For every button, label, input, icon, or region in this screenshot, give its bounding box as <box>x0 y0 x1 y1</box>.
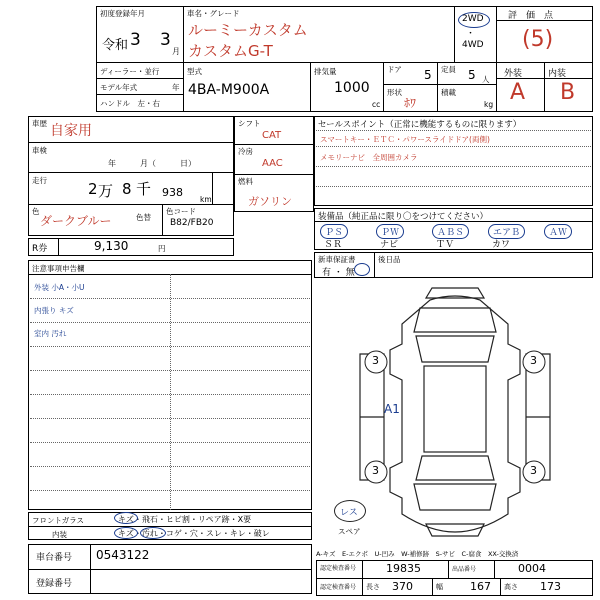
era-year: 3 <box>130 30 141 50</box>
usage-label: 車歴 <box>32 119 47 128</box>
recycle-value: 9,130 <box>94 239 129 253</box>
color-code-label: 色コード <box>166 207 196 216</box>
load-label: 積載 <box>441 88 456 97</box>
car-name-label: 車名・グレード <box>187 9 240 18</box>
door-label: ドア <box>387 65 402 74</box>
cert-label: 認定検査番号 <box>320 565 357 572</box>
displacement-label: 排気量 <box>314 67 337 76</box>
windshield-label: フロントガラス <box>32 516 85 525</box>
drive-4wd: 4WD <box>462 40 484 50</box>
color-code: B82/FB20 <box>170 218 214 228</box>
rear-window <box>416 456 494 480</box>
note-line-3: 室内 汚れ <box>34 329 67 338</box>
inspection-text: 年 月（ 日） <box>108 159 196 168</box>
sales-points-label: セールスポイント（正常に機能するものに限ります） <box>318 120 522 130</box>
lot-value: 0004 <box>518 562 546 575</box>
mileage-rest: 938 <box>162 186 183 199</box>
width-value: 167 <box>470 580 491 593</box>
tire-mark-rl: 3 <box>372 464 379 477</box>
sales-point-line-2: メモリーナビ 全周囲カメラ <box>320 153 418 162</box>
damage-mark-a1: A1 <box>384 402 400 416</box>
mileage-man-unit: 万 <box>98 182 114 200</box>
interior-cond-text: キズ・汚れ・コゲ・穴・スレ・キレ・破レ <box>118 529 270 538</box>
exterior-label: 外装 <box>504 69 523 79</box>
trunk <box>414 484 496 510</box>
mileage-unit: km <box>200 195 212 204</box>
first-reg-label: 初度登録年月 <box>100 9 145 18</box>
mileage-sen: 8 <box>122 180 132 198</box>
interior-grade: B <box>560 80 576 105</box>
sales-point-line-1: スマートキー・ＥＴＣ・パワースライドドア(両側) <box>320 135 490 144</box>
front-windshield <box>416 336 494 362</box>
era: 令和 <box>102 38 129 53</box>
drive-2wd: 2WD <box>462 14 484 24</box>
recycle-unit: 円 <box>158 244 166 253</box>
reg-month: 3 <box>160 30 171 50</box>
spare-mark: レス <box>340 508 358 518</box>
spare-caption: スペア <box>338 527 361 536</box>
mileage-label: 走行 <box>32 176 47 185</box>
fuel-label: 燃料 <box>238 177 253 186</box>
eval-label: 評 価 点 <box>508 11 554 21</box>
car-grade: カスタムG-T <box>188 42 273 60</box>
equipment-item: ＡＢＳ <box>432 224 469 239</box>
windshield-scratch-circle <box>114 512 138 524</box>
height-value: 173 <box>540 580 561 593</box>
shape-label: 形状 <box>387 88 402 97</box>
car-name: ルーミーカスタム <box>188 21 308 39</box>
handle-label: ハンドル 左・右 <box>100 99 160 108</box>
width-label: 幅 <box>436 583 443 591</box>
height-label: 高さ <box>504 583 518 591</box>
color-value: ダークブルー <box>40 214 112 228</box>
model-year-label: モデル年式 <box>100 83 138 92</box>
dealer-label: ディーラー・並行 <box>100 67 160 76</box>
roof <box>424 366 486 452</box>
month-unit: 月 <box>172 47 180 56</box>
kg-unit: kg <box>484 100 494 109</box>
tire-mark-fr: 3 <box>530 354 537 367</box>
equipment-item: ＰＷ <box>376 224 404 239</box>
equipment-item: ＳＲ <box>324 240 343 250</box>
aircon-label: 冷房 <box>238 147 253 156</box>
inspection-label: 車検 <box>32 146 47 155</box>
year-unit: 年 <box>172 83 180 92</box>
tire-mark-rr: 3 <box>530 464 537 477</box>
fuel-value: ガソリン <box>248 195 292 208</box>
length-label: 長さ <box>366 583 380 591</box>
displacement: 1000 <box>334 80 370 96</box>
type-label: 型式 <box>187 67 202 76</box>
interior-cond-label: 内装 <box>52 530 67 539</box>
interior-label: 内装 <box>548 69 567 79</box>
recycle-label: R券 <box>32 244 48 254</box>
interior-scratch-circle <box>114 527 138 539</box>
car-body-outline <box>390 296 520 532</box>
rear-bumper <box>426 524 484 536</box>
tire-mark-fl: 3 <box>372 354 379 367</box>
doors: 5 <box>424 68 432 82</box>
hood <box>414 308 496 332</box>
shape: ﾎﾜ <box>404 96 417 110</box>
lot-label: 出品番号 <box>452 566 477 573</box>
registration-label: 登録番号 <box>36 579 73 589</box>
mileage-sen-unit: 千 <box>136 180 152 198</box>
mileage-man: 2 <box>88 180 98 198</box>
warranty-no-circle <box>354 263 370 276</box>
cert-label-2: 認定検査番号 <box>320 584 357 591</box>
windshield-text: キズ・飛石・ヒビ割・リペア跡・X要 <box>118 515 252 524</box>
usage-value: 自家用 <box>50 123 92 139</box>
shift-label: シフト <box>238 119 261 128</box>
model-code: 4BA-M900A <box>188 82 270 98</box>
cert-value: 19835 <box>386 562 421 575</box>
capacity-label: 定員 <box>441 65 456 74</box>
capacity: 5 <box>468 68 476 82</box>
color-label: 色 <box>32 207 40 216</box>
equipment-label: 装備品（純正品に限り〇をつけてください） <box>318 212 489 222</box>
shift-value: CAT <box>262 130 282 141</box>
equipment-item: カワ <box>492 240 511 250</box>
equipment-item: ＡＷ <box>544 224 572 239</box>
eval-score: (5) <box>522 27 554 52</box>
equipment-item: ナビ <box>380 240 399 250</box>
equipment-item: ＰＳ <box>320 224 348 239</box>
exterior-grade: A <box>510 80 526 105</box>
drive-dot: ・ <box>466 29 476 39</box>
aircon-value: AAC <box>262 158 283 169</box>
capacity-unit: 人 <box>482 75 490 84</box>
equipment-item: ＴＶ <box>436 240 455 250</box>
damage-legend: A-キズ E-エクボ U-凹み W-補修跡 S-サビ C-腐食 XX-交換済 <box>316 550 519 558</box>
aftermarket-label: 後日品 <box>378 255 401 264</box>
notes-label: 注意事項申告欄 <box>32 264 85 273</box>
color-change-label: 色替 <box>136 213 151 222</box>
equipment-row-2 <box>320 237 590 249</box>
interior-dirt-circle <box>140 527 166 539</box>
cc-unit: cc <box>372 100 381 109</box>
chassis-label: 車台番号 <box>36 553 73 563</box>
note-line-1: 外装 小A・小U <box>34 283 85 292</box>
length-value: 370 <box>392 580 413 593</box>
note-line-2: 内張り キズ <box>34 306 74 315</box>
warranty-label: 新車保証書 <box>318 255 356 264</box>
chassis-value: 0543122 <box>96 548 150 562</box>
equipment-item: エアＢ <box>488 224 525 239</box>
warranty-value: 有 ・ 無 <box>322 268 355 278</box>
equipment-row-1 <box>320 224 590 236</box>
